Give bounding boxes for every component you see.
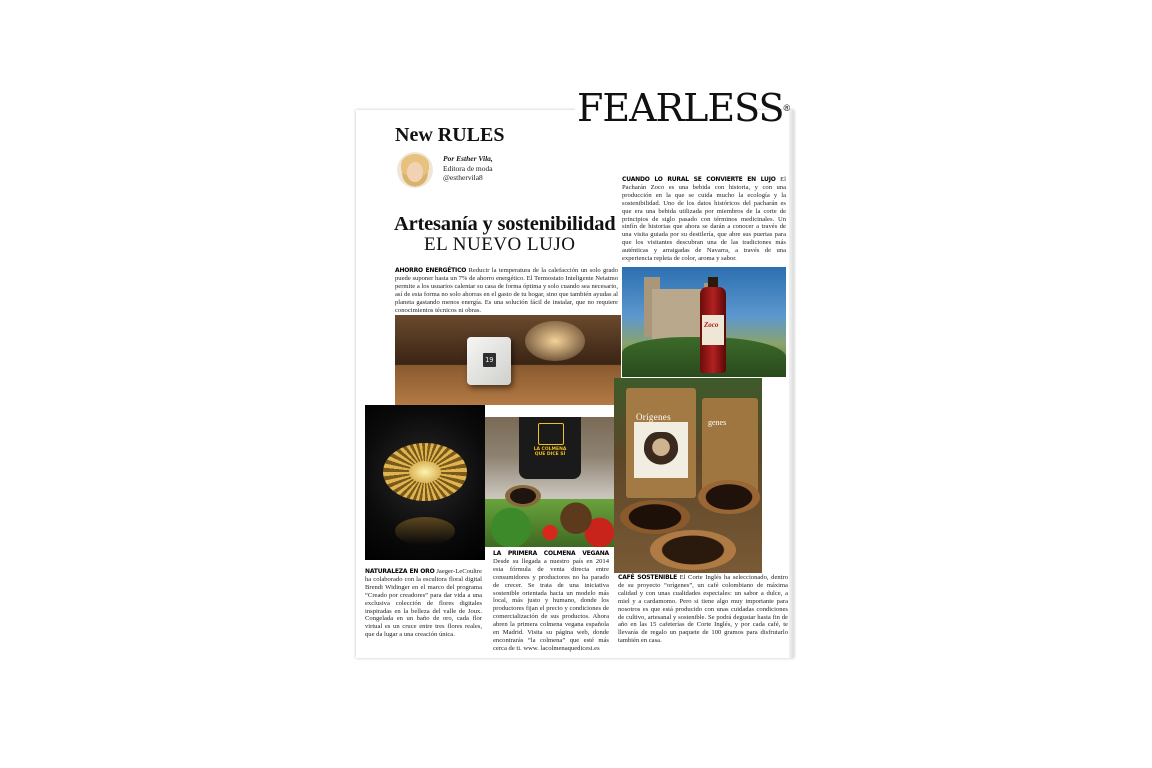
- vegan-market-photo: [485, 417, 615, 547]
- article-colmena: [493, 550, 609, 653]
- page-edge: [789, 110, 794, 658]
- thermostat-photo: [395, 315, 621, 405]
- bottle-label: Zoco: [704, 321, 719, 329]
- article-body: Jaeger-LeCoultre ha colaborado con la escultora floral digital Brendi Widinger en el marco del programa “Creado por creadores” para dar vida a una exclusiva colección de flores digitales inspiradas en la belleza del valle de Joux. Congelada en un baño de oro, cada flor virtual es un cruce entre tres flores reales, que da lugar a una creación única.: [365, 568, 482, 639]
- masthead-title: FEARLESS: [577, 86, 784, 130]
- article-cafe: [618, 574, 788, 645]
- article-ahorro: [395, 267, 618, 314]
- byline-handle: @esthervila8: [443, 173, 483, 182]
- gold-flower-photo: [365, 405, 485, 560]
- article-oro: [365, 568, 482, 639]
- article-lead: CUANDO LO RURAL SE CONVIERTE EN LUJO: [622, 176, 776, 183]
- castle-bottle-photo: [622, 267, 786, 377]
- article-rural: [622, 176, 786, 263]
- article-lead: LA PRIMERA COLMENA VEGANA: [493, 550, 609, 557]
- subheadline: EL NUEVO LUJO: [424, 234, 576, 255]
- beehive-icon: [538, 423, 564, 445]
- registered-mark: ®: [783, 103, 790, 113]
- coffee-bag2-title: genes: [708, 418, 727, 427]
- author-avatar: [397, 152, 433, 188]
- byline-author: Por Esther Vila,: [443, 154, 493, 163]
- coffee-bag-title: Orígenes: [636, 412, 671, 422]
- article-lead: CAFÉ SOSTENIBLE: [618, 574, 677, 581]
- article-body: Desde su llegada a nuestro país en 2014 esta fórmula de venta directa entre consumidores y productores no ha parado de crecer. Se trata de una iniciativa sostenible orientada hacia un modelo más local, más justo y humano, donde los productores fijan el precio y condiciones de comercialización de sus productos. Ahora abren la primera colmena vegana española en Madrid. Visita su página web, donde encontrarás “la colmena” que esté más cerca de ti. www. lacolmenaquedicesi.es: [493, 557, 609, 652]
- shirt-text: LA COLMENA QUE DICE SÍ: [533, 447, 567, 457]
- article-body: El Pacharán Zoco es una bebida con historia, y con una producción en la que se cuida mucho la ecología y la sostenibilidad. Uno de los datos históricos del pacharán es que era una bebida utilizada por miembros de la corte de principios de siglo pasado con términos medicinales. Un sinfín de historias que ahora se darán a conocer a través de una visita guiada por su destilería, que abre sus puertas para que los visitantes descubran una de las tradiciones más auténticas y arraigadas de Navarra, a través de una experiencia repleta de color, aroma y sabor.: [622, 176, 786, 263]
- byline: [443, 154, 543, 183]
- headline: Artesanía y sostenibilidad: [394, 213, 616, 235]
- thermostat-screen: 19: [485, 356, 494, 364]
- article-lead: AHORRO ENERGÉTICO: [395, 267, 467, 274]
- article-lead: NATURALEZA EN ORO: [365, 568, 435, 575]
- coffee-photo: [614, 378, 762, 573]
- magazine-page: [356, 110, 794, 658]
- article-body: Reducir la temperatura de la calefacción un solo grado puede suponer hasta un 7% de ahorro energético. El Termostato Inteligente Netatmo permite a los usuarios calentar su casa de forma óptima y solo cuando sea necesario, así de esta forma no solo ahorras en el gasto de tu hogar, sino que también ayudas al planeta gastando menos energía. Es una solución fácil de instalar, que no requiere conocimientos técnicos ni obras.: [395, 267, 618, 314]
- byline-role: Editora de moda: [443, 163, 493, 173]
- article-body: El Corte Inglés ha seleccionado, dentro de su proyecto “orígenes”, un café colombiano de máxima calidad y con unas cualidades especiales: un sabor a dulce, a miel y a cardamomo. Pero si tiene algo muy importante para nosotros es que está producido con unas cuidadas condiciones de cultivo, artesanal y sostenible. Se podrá degustar hasta fin de año en las 15 cafeterías de Corte Inglés, y por cada café, te llevarás de regalo un paquete de 100 gramos para disfrutarlo también en casa.: [618, 574, 788, 645]
- thermostat-device: [467, 337, 511, 385]
- section-title: New RULES: [395, 124, 505, 146]
- masthead-logo: [575, 86, 790, 130]
